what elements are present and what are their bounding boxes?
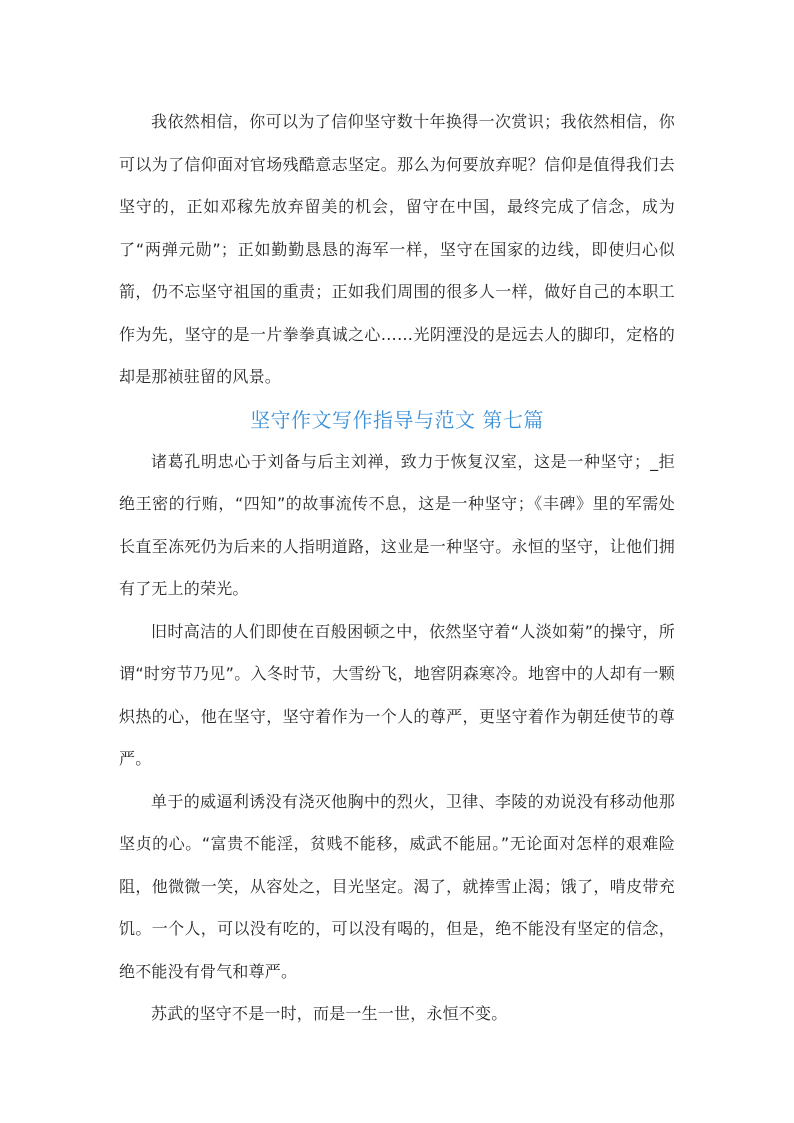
- paragraph-faith: 我依然相信，你可以为了信仰坚守数十年换得一次赏识；我依然相信，你可以为了信仰面对官场残酷意志坚定。那么为何要放弃呢？信仰是值得我们去坚守的，正如邓稼先放弃留美的机会，留守在中国，最终完成了信念，成为了“两弹元勋”；正如勤勤恳恳的海军一样，坚守在国家的边线，即使归心似箭，仍不忘坚守祖国的重责；正如我们周围的很多人一样，做好自己的本职工作为先，坚守的是一片拳拳真诚之心……光阴湮没的是远去人的脚印，定格的却是那祯驻留的风景。: [119, 112, 675, 386]
- document-body: [119, 101, 675, 1036]
- paragraph-chanyu: 单于的威逼利诱没有浇灭他胸中的烈火，卫律、李陵的劝说没有移动他那坚贞的心。“富贵不能淫，贫贱不能移，威武不能屈。”无论面对怎样的艰难险阻，他微微一笑，从容处之，目光坚定。渴了，就捧雪止渴；饿了，啃皮带充饥。一个人，可以没有吃的，可以没有喝的，但是，绝不能没有坚定的信念，绝不能没有骨气和尊严。: [119, 791, 675, 981]
- paragraph-noble-people: 旧时高洁的人们即使在百般困顿之中，依然坚守着“人淡如菊”的操守，所谓“时穷节乃见”。入冬时节，大雪纷飞，地窖阴森寒冷。地窖中的人却有一颗炽热的心，他在坚守，坚守着作为一个人的尊严，更坚守着作为朝廷使节的尊严。: [119, 621, 675, 768]
- paragraph-suwu: 苏武的坚守不是一时，而是一生一世，永恒不变。: [151, 1004, 508, 1023]
- paragraph-zhuge: 诸葛孔明忠心于刘备与后主刘禅，致力于恢复汉室，这是一种坚守；_拒绝王密的行贿，“四知”的故事流传不息，这是一种坚守；《丰碑》里的军需处长直至冻死仍为后来的人指明道路，这业是一种坚守。永恒的坚守，让他们拥有了无上的荣光。: [119, 451, 675, 598]
- section-title: 坚守作文写作指导与范文 第七篇: [250, 407, 544, 432]
